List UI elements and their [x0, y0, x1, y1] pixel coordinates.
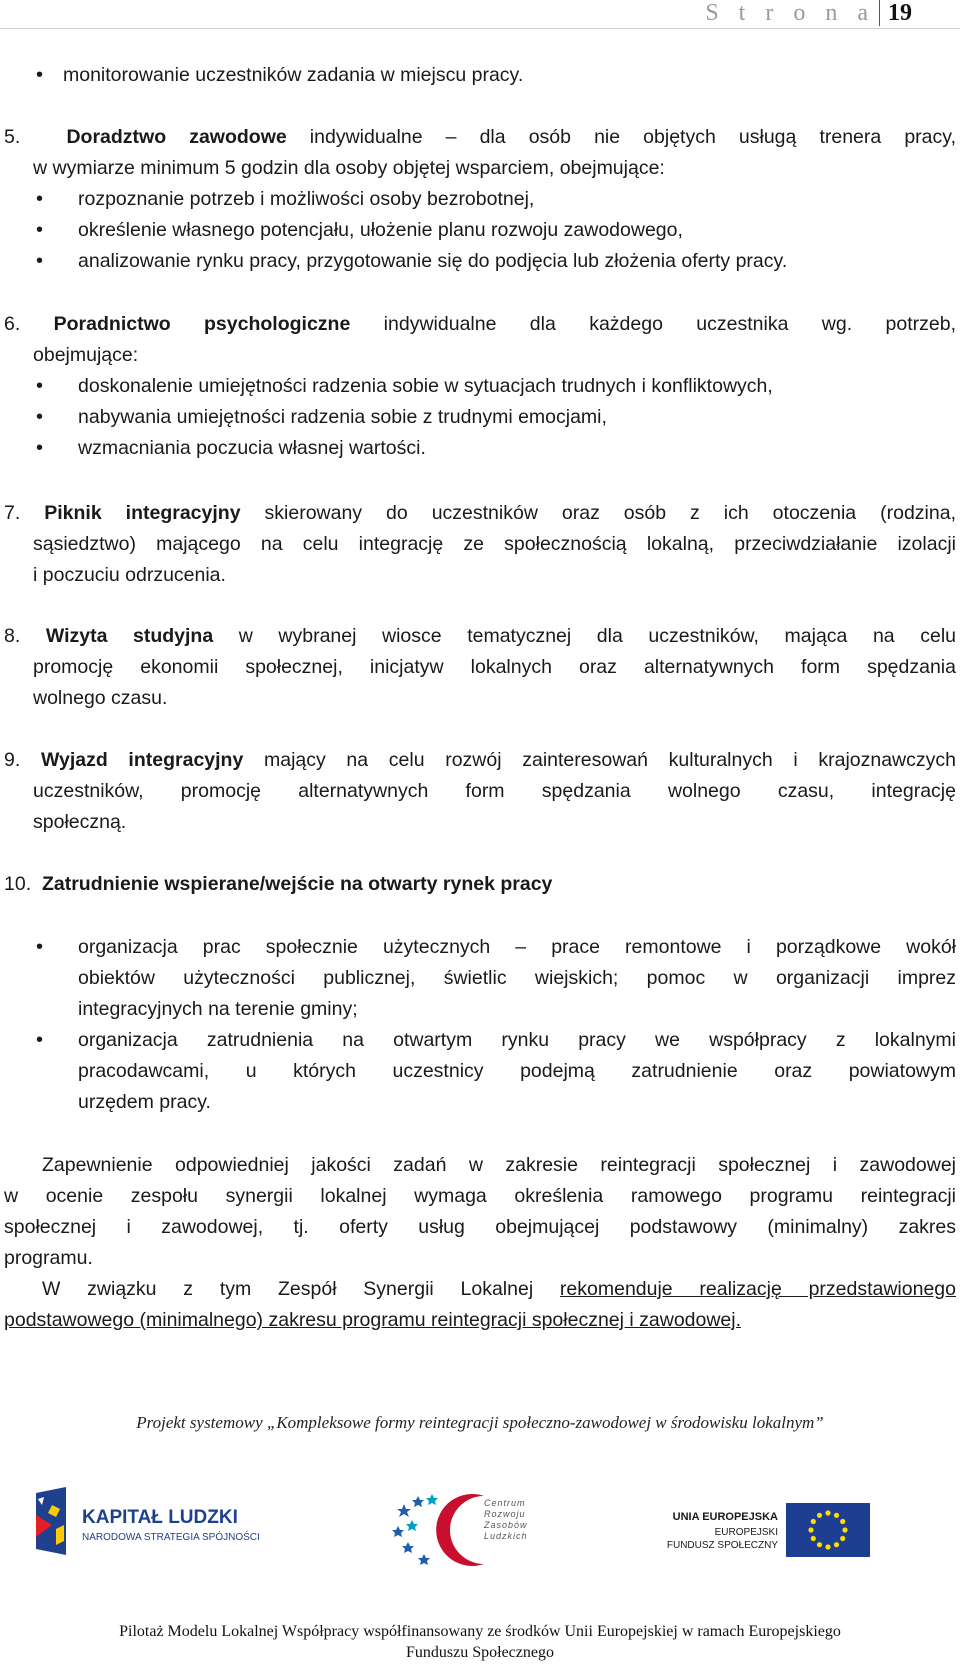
section-10-line1: 10. Zatrudnienie wspierane/wejście na otwarty rynek pracy — [4, 873, 553, 895]
list-item-cont: integracyjnych na terenie gminy; — [78, 998, 358, 1020]
list-item-cont: urzędem pracy. — [78, 1091, 211, 1113]
section-5-title: Doradztwo zawodowe — [66, 126, 287, 148]
bullet-icon: • — [36, 1029, 44, 1051]
list-item: monitorowanie uczestników zadania w miejscu pracy. — [63, 64, 524, 86]
eu-flag-icon — [786, 1503, 870, 1557]
crzl-name: Centrum Rozwoju Zasobów Ludzkich — [484, 1498, 528, 1541]
list-item: organizacja prac społecznie użytecznych – prace remontowe i porządkowe wokół — [78, 936, 956, 958]
section-8-title: Wizyta studyjna — [45, 625, 214, 647]
recommendation-text: podstawowego (minimalnego) zakresu programu reintegracji społecznej i zawodowej. — [4, 1309, 742, 1331]
section-9-title: Wyjazd integracyjny — [40, 749, 244, 771]
paragraph-line: w ocenie zespołu synergii lokalnej wymaga określenia ramowego programu reintegracji — [4, 1185, 956, 1207]
section-6-line1: 6. Poradnictwo psychologiczne indywidualne dla każdego uczestnika wg. potrzeb, — [4, 313, 956, 335]
section-9-line3: społeczną. — [33, 811, 127, 833]
section-7-line1: 7. Piknik integracyjny skierowany do uczestników oraz osób z ich otoczenia (rodzina, — [4, 502, 956, 524]
crzl-emblem — [392, 1490, 552, 1570]
section-5-line1: 5. Doradztwo zawodowe indywidualne – dla osób nie objętych usługą trenera pracy, — [4, 126, 956, 148]
page-label: S t r o n a — [705, 0, 875, 26]
recommendation-text: rekomenduje realizację przedstawionego — [559, 1278, 956, 1300]
efs-label-1: EUROPEJSKI — [714, 1527, 778, 1538]
section-9-line2: uczestników, promocję alternatywnych form spędzania wolnego czasu, integrację — [33, 780, 956, 802]
bullet-icon: • — [36, 406, 44, 428]
section-8-line3: wolnego czasu. — [33, 687, 168, 709]
paragraph-line: społecznej i zawodowej, tj. oferty usług obejmującej podstawowy (minimalny) zakres — [4, 1216, 956, 1238]
bullet-icon: • — [36, 437, 44, 459]
paragraph-line: W związku z tym Zespół Synergii Lokalnej rekomenduje realizację przedstawionego — [42, 1278, 956, 1300]
section-7-line3: i poczuciu odrzucenia. — [33, 564, 226, 586]
page-number: 19 — [879, 0, 912, 26]
kapital-ludzki-logo — [30, 1485, 260, 1557]
list-item: analizowanie rynku pracy, przygotowanie się do podjęcia lub złożenia oferty pracy. — [78, 250, 788, 272]
kapital-ludzki-name: KAPITAŁ LUDZKI — [82, 1507, 238, 1528]
section-5-line2: w wymiarze minimum 5 godzin dla osoby objętej wsparciem, obejmujące: — [33, 157, 665, 179]
section-8-line2: promocję ekonomii społecznej, inicjatyw lokalnych oraz alternatywnych form spędzania — [33, 656, 956, 678]
section-7-title: Piknik integracyjny — [44, 502, 241, 524]
section-6-line2: obejmujące: — [33, 344, 139, 366]
list-item: doskonalenie umiejętności radzenia sobie w sytuacjach trudnych i konfliktowych, — [78, 375, 773, 397]
list-item: rozpoznanie potrzeb i możliwości osoby bezrobotnej, — [78, 188, 535, 210]
eu-efs-logo — [660, 1503, 870, 1559]
document-body — [4, 0, 956, 1360]
bullet-icon: • — [36, 64, 44, 86]
section-10-title: Zatrudnienie wspierane/wejście na otwarty rynek pracy — [41, 873, 553, 895]
list-item-cont: pracodawcami, u których uczestnicy podejmą zatrudnienie oraz powiatowym — [78, 1060, 956, 1082]
paragraph-line: programu. — [4, 1247, 93, 1269]
list-item-cont: obiektów użyteczności publicznej, świetlic wiejskich; pomoc w organizacji imprez — [78, 967, 956, 989]
kapital-ludzki-sub: NARODOWA STRATEGIA SPÓJNOŚCI — [82, 1532, 260, 1543]
bullet-icon: • — [36, 250, 44, 272]
bullet-icon: • — [36, 188, 44, 210]
efs-label-2: FUNDUSZ SPOŁECZNY — [666, 1540, 778, 1551]
bullet-icon: • — [36, 375, 44, 397]
section-8-line1: 8. Wizyta studyjna w wybranej wiosce tematycznej dla uczestników, mająca na celu — [4, 625, 956, 647]
crzl-logo — [392, 1490, 552, 1570]
project-title: Projekt systemowy „Kompleksowe formy reintegracji społeczno-zawodowej w środowisku lokalnym” — [136, 1413, 824, 1432]
section-6-title: Poradnictwo psychologiczne — [53, 313, 351, 335]
section-9-line1: 9. Wyjazd integracyjny mający na celu rozwój zainteresowań kulturalnych i krajoznawczych — [4, 749, 956, 771]
list-item: organizacja zatrudnienia na otwartym rynku pracy we współpracy z lokalnymi — [78, 1029, 956, 1051]
list-item: wzmacniania poczucia własnej wartości. — [78, 437, 426, 459]
bullet-icon: • — [36, 936, 44, 958]
section-7-line2: sąsiedztwo) mającego na celu integrację ze społecznością lokalną, przeciwdziałanie izolacji — [33, 533, 956, 555]
list-item: określenie własnego potencjału, ułożenie planu rozwoju zawodowego, — [78, 219, 683, 241]
paragraph-line: Zapewnienie odpowiedniej jakości zadań w zakresie reintegracji społecznej i zawodowej — [42, 1154, 956, 1176]
footer-note: Pilotaż Modelu Lokalnej Współpracy współfinansowany ze środków Unii Europejskiej w ramach Europejskiego Funduszu Społecznego — [119, 1623, 841, 1661]
bullet-icon: • — [36, 219, 44, 241]
eu-label: UNIA EUROPEJSKA — [672, 1511, 778, 1523]
list-item: nabywania umiejętności radzenia sobie z trudnymi emocjami, — [78, 406, 607, 428]
